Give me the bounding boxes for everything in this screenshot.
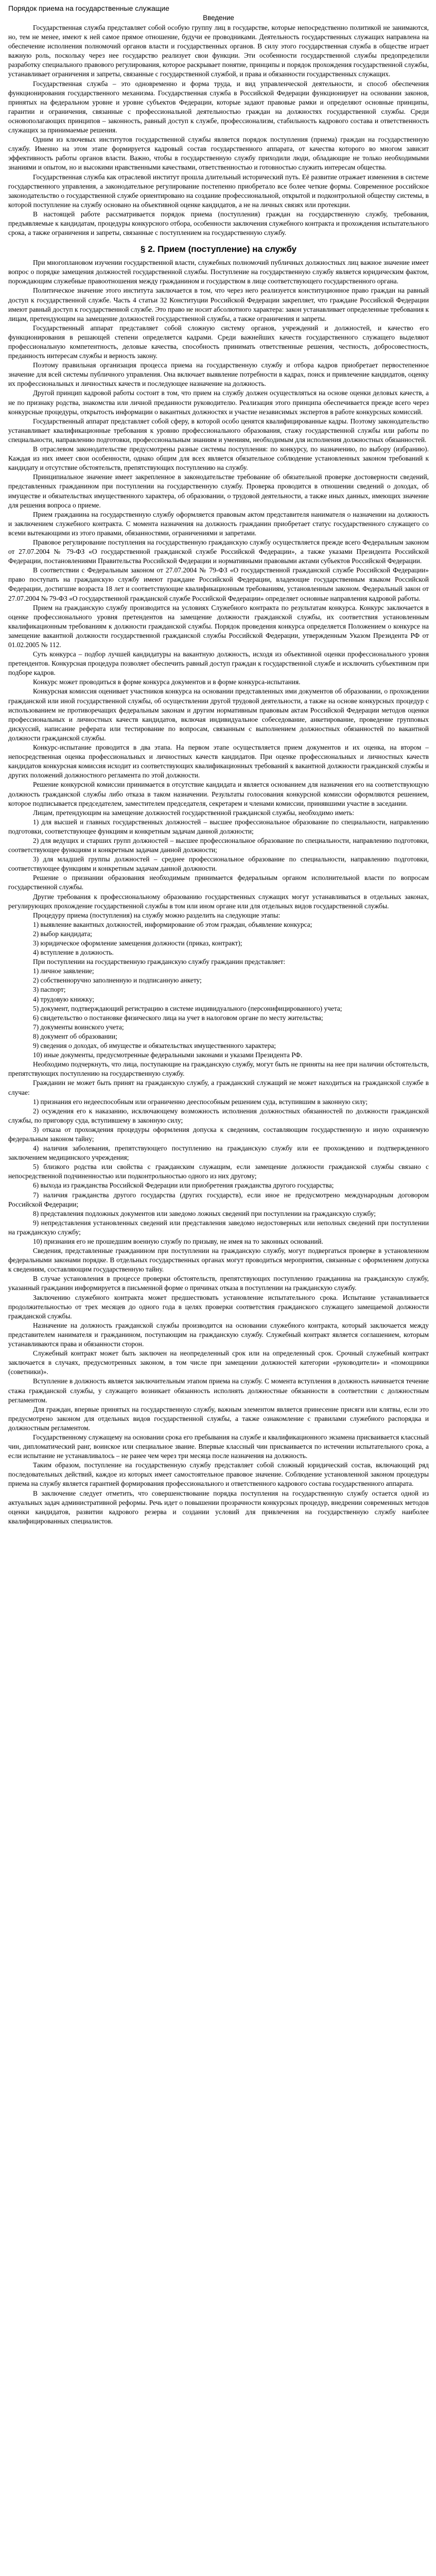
intro-heading: Введение [203,14,234,22]
paragraph: Государственный аппарат представляет собой сферу, в которой особо ценятся квалифицированные кадры. Поэтому законодательство устанавливает квалификационные требования к уровню профессионального образования, стажу государственной службы или работы по специальности, направлению подготовки, профессиональным знаниям и умениям, необходимым для исполнения должностных обязанностей. [8,417,429,444]
section-heading: § 2. Прием (поступление) на службу [140,244,297,255]
paragraph: Другие требования к профессиональному образованию государственных служащих могут устанавливаться в отдельных законах, регулирующих прохождение государственной службы в том или ином органе или для отдельных видов государственной службы. [8,892,429,910]
paragraph: 3) паспорт; [33,986,66,994]
paragraph: Государственный аппарат представляет собой сложную систему органов, учреждений и должностей, и качество его функционирования в решающей степени определяется кадрами. Среди важнейших качеств государственного служащего выделяют профессиональную компетентность, деловые качества, способность принимать ответственные решения, честность, добросовестность, преданность интересам службы и верность закону. [8,324,429,360]
paragraph: При поступлении на государственную гражданскую службу гражданин представляет: [33,958,286,966]
paragraph: Лицам, претендующим на замещение должностей государственной гражданской службы, необходимо иметь: [33,808,354,817]
paragraph: Для граждан, впервые принятых на государственную службу, важным элементом является принесение присяги или клятвы, если это предусмотрено законом для отдельных видов государственной службы, а также ознакомление с правилами служебного распорядка и должностным регламентом. [8,1405,429,1432]
paragraph: 10) признания его не прошедшим военную службу по призыву, не имея на то законных оснований. [33,1238,323,1245]
paragraph: Гражданин не может быть принят на гражданскую службу, а гражданский служащий не может находиться на гражданской службе в случае: [8,1079,429,1096]
paragraph: 1) признания его недееспособным или ограниченно дееспособным решением суда, вступившим в законную силу; [33,1097,368,1106]
paragraph: В заключение следует отметить, что совершенствование порядка поступления на государственную службу остается одной из актуальных задач административной реформы. Речь идет о повышении прозрачности конкурсных процедур, внедрении современных методов оценки кандидатов, развитии кадрового резерва и создании условий для привлечения на государственную службу наиболее квалифицированных специалистов. [8,1489,429,1525]
paragraph: Решение конкурсной комиссии принимается в отсутствие кандидата и является основанием для назначения его на соответствующую должность гражданской службы либо отказа в таком назначении. Результаты голосования конкурсной комиссии оформляются решением, которое подписывается председателем, заместителем председателя, секретарем и членами комиссии, принявшими участие в заседании. [8,781,429,807]
paragraph: 10) иные документы, предусмотренные федеральными законами и указами Президента РФ. [33,1051,303,1059]
paragraph: Принципиальное значение имеет закрепленное в законодательстве требование об обязательной проверке достоверности сведений, представленных гражданином при поступлении на государственную службу. Проверка проводится в отношении сведений о доходах, об имуществе и обязательствах имущественного характера, об образовании, о трудовой деятельности, а также иных данных, имеющих значение для решения вопроса о приеме. [8,473,429,509]
paragraph: Конкурсная комиссия оценивает участников конкурса на основании представленных ими документов об образовании, о прохождении гражданской или иной государственной службы, об осуществлении другой трудовой деятельности, а также на основе конкурсных процедур с использованием не противоречащих федеральным законам и другим нормативным правовым актам Российской Федерации методов оценки профессиональных и личностных качеств кандидатов, включая индивидуальное собеседование, анкетирование, проведение групповых дискуссий, написание реферата или тестирование по вопросам, связанным с выполнением должностных обязанностей по вакантной должности гражданской службы. [8,687,429,742]
paragraph: Правовое регулирование поступления на государственную гражданскую службу осуществляется прежде всего Федеральным законом от 27.07.2004 № 79-ФЗ «О государственной гражданской службе Российской Федерации», а также указами Президента Российской Федерации, постановлениями Правительства Российской Федерации и нормативными правовыми актами субъектов Российской Федерации. [8,538,429,565]
paragraph: 2) собственноручно заполненную и подписанную анкету; [33,976,202,985]
paragraph: Одним из ключевых институтов государственной службы является порядок поступления (приема) граждан на государственную службу. Именно на этом этапе формируется кадровый состав государственного аппарата, от качества которого во многом зависит эффективность работы органов власти. Важно, чтобы в государственную службу приходили люди, обладающие не только необходимыми знаниями и опытом, но и высокими нравственными качествами, ответственностью и готовностью служить интересам общества. [8,135,429,172]
paragraph: Назначение на должность гражданской службы производится на основании служебного контракта, который заключается между представителем нанимателя и гражданином, поступающим на гражданскую службу. Служебный контракт является соглашением, которым устанавливаются права и обязанности сторон. [8,1321,429,1348]
paragraph: 3) юридическое оформление замещения должности (приказ, контракт); [33,939,242,947]
paragraph: При многоплановом изучении государственной власти, служебных полномочий публичных должностных лиц важное значение имеет вопрос о порядке замещения должностей государственной службы. Поступление на государственную службу является юридическим фактом, порождающим служебные правоотношения между гражданином и государством в лице соответствующего государственного органа. [8,259,429,285]
paragraph: Вступление в должность является заключительным этапом приема на службу. С момента вступления в должность начинается течение стажа гражданской службы, у служащего возникает обязанность исполнять должностные обязанности в соответствии с должностным регламентом. [8,1377,429,1404]
paragraph: 8) представления подложных документов или заведомо ложных сведений при поступлении на гражданскую службу; [33,1209,376,1217]
paragraph: Государственная служба – это одновременно и форма труда, и вид управленческой деятельности, и способ обеспечения функционирования государственного механизма. Государственная служба в Российской Федерации функционирует на основании законов, принятых на федеральном уровне и уровне субъектов Федерации, которые задают правовые рамки и определяют основные принципы, гарантии и ограничения, связанные с профессиональной деятельностью граждан на должностях государственной службы. Среди основополагающих принципов – законность, равный доступ к службе, профессионализм, стабильность кадрового состава и ответственность служащих за принимаемые решения. [8,79,429,134]
paragraph: 7) документы воинского учета; [33,1023,124,1031]
paragraph: 5) документ, подтверждающий регистрацию в системе индивидуального (персонифицированного) учета; [33,1004,342,1012]
paragraph: 9) непредставления установленных сведений или представления заведомо недостоверных или неполных сведений при поступлении на гражданскую службу; [8,1218,429,1236]
paragraph: Конкурс может проводиться в форме конкурса документов и в форме конкурса-испытания. [33,678,301,686]
paragraph: Прием на гражданскую службу производится на условиях Служебного контракта по результатам конкурса. Конкурс заключается в оценке профессионального уровня претендентов на замещение должности гражданской службы, их соответствия установленным квалификационным требованиям к должности гражданской службы. Порядок проведения конкурса определяется Положением о конкурсе на замещение вакантной должности государственной гражданской службы Российской Федерации, утвержденным Указом Президента РФ от 01.02.2005 № 112. [8,603,429,649]
paragraph: В отраслевом законодательстве предусмотрены разные системы поступления: по конкурсу, по назначению, по выбору (избранию). Каждая из них имеет свои особенности, однако общим для всех является обязательное соблюдение установленных законом требований к кандидату и отсутствие обстоятельств, препятствующих поступлению на службу. [8,445,429,472]
paragraph: Служебный контракт может быть заключен на неопределенный срок или на определенный срок. Срочный служебный контракт заключается в случаях, предусмотренных законом, в том числе при замещении должностей категории «руководители» и «помощники (советники)». [8,1349,429,1376]
paragraph: 6) свидетельство о постановке физического лица на учет в налоговом органе по месту жительства; [33,1013,323,1022]
paragraph: 1) для высшей и главных государственных должностей – высшее профессиональное образование по специальности, направлению подготовки, соответствующее функциям и конкретным задачам данной должности; [8,818,429,835]
paragraph: Процедуру приема (поступления) на службу можно разделить на следующие этапы: [33,911,281,919]
section-body [8,258,429,1526]
paragraph: 7) наличия гражданства другого государства (других государств), если иное не предусмотрено международным договором Российской Федерации; [8,1191,429,1208]
paragraph: 2) осуждения его к наказанию, исключающему возможность исполнения должностных обязанностей по должности гражданской службы, по приговору суда, вступившему в законную силу; [8,1107,429,1124]
paragraph: Другой принцип кадровой работы состоит в том, что прием на службу должен осуществляться на основе оценки деловых качеств, а не по признаку родства, знакомства или личной преданности руководителю. Реализация этого принципа обеспечивается прежде всего через конкурсные процедуры, открытость информации о вакантных должностях и участие независимых экспертов в работе конкурсных комиссий. [8,389,429,416]
paragraph: Прием гражданина на государственную службу оформляется правовым актом представителя нанимателя о назначении на должность и заключением служебного контракта. С момента назначения на должность гражданин приобретает статус государственного служащего со всеми вытекающими из этого правами, обязанностями, ограничениями и запретами. [8,510,429,537]
paragraph: Государственная служба представляет собой особую группу лиц в государстве, которые непосредственно политикой не занимаются, но, тем не менее, имеют к ней самое прямое отношение, будучи ее проводниками. Деятельность государственных служащих направлена на обеспечение исполнения полномочий органов власти и государственных органов. В силу этого государственная служба в обществе играет важную роль, поскольку через нее государство реализует свои функции. Эти особенности государственной службы предопределили разработку специального правового регулирования, которое раскрывает понятие, принципы и порядок прохождения государственной службы, устанавливает ограничения и запреты, связанные с государственной службой, и права и обязанности государственных служащих. [8,24,429,78]
paragraph: 1) выявление вакантных должностей, информирование об этом граждан, объявление конкурса; [33,920,312,928]
paragraph: 3) для младшей группы должностей – среднее профессиональное образование по специальности, направлению подготовки, соответствующее функциям и конкретным задачам данной должности. [8,855,429,873]
paragraph: Необходимо подчеркнуть, что лица, поступающие на гражданскую службу, могут быть не приняты на нее при наличии обстоятельств, препятствующих поступлению на государственную службу. [8,1060,429,1078]
paragraph: Политическое значение этого института заключается в том, что через него реализуется конституционное право граждан на равный доступ к государственной службе. Часть 4 статьи 32 Конституции Российской Федерации закрепляет, что граждане Российской Федерации имеют равный доступ к государственной службе. Это право не носит абсолютного характера: закон устанавливает определенные требования к лицам, претендующим на замещение должностей государственной службы, а также ограничения и запреты. [8,286,429,323]
paragraph: В случае установления в процессе проверки обстоятельств, препятствующих поступлению гражданина на гражданскую службу, указанный гражданин информируется в письменной форме о причинах отказа в поступлении на гражданскую службу. [8,1275,429,1292]
paragraph: Заключению служебного контракта может предшествовать установление испытательного срока. Испытание устанавливается продолжительностью от трех месяцев до одного года в целях проверки соответствия гражданского служащего замещаемой должности гражданской службы. [8,1293,429,1320]
paragraph: 9) сведения о доходах, об имуществе и обязательствах имущественного характера; [33,1042,276,1050]
paragraph: В соответствии с Федеральным законом от 27.07.2004 № 79-ФЗ «О государственной гражданской службе Российской Федерации» право поступать на гражданскую службу имеют граждане Российской Федерации, владеющие государственным языком Российской Федерации, достигшие возраста 18 лет и соответствующие квалификационным требованиям, установленным законом. Федеральный закон от 27.07.2004 № 79-ФЗ «О государственной гражданской службе Российской Федерации» определяет основные направления кадровой работы. [8,566,429,602]
paragraph: Сведения, представленные гражданином при поступлении на гражданскую службу, могут подвергаться проверке в установленном федеральными законами порядке. В отдельных государственных органах могут проводиться мероприятия, связанные с оформлением допуска к сведениям, составляющим государственную тайну. [8,1247,429,1274]
document-title: Порядок приема на государственные служащие [8,4,169,12]
paragraph: Конкурс-испытание проводится в два этапа. На первом этапе осуществляется прием документов и их оценка, на втором – непосредственная оценка профессиональных и личностных качеств кандидатов. При оценке профессиональных и личностных качеств кандидатов конкурсная комиссия исходит из соответствующих квалификационных требований к вакантной должности гражданской службы и других положений должностного регламента по этой должности. [8,743,429,779]
paragraph: 2) выбор кандидата; [33,929,92,938]
paragraph: Таким образом, поступление на государственную службу представляет собой сложный юридический состав, включающий ряд последовательных действий, каждое из которых имеет самостоятельное правовое значение. Соблюдение установленной законом процедуры приема на службу является гарантией формирования профессионального и ответственного кадрового состава государственного аппарата. [8,1461,429,1488]
paragraph: 4) трудовую книжку; [33,995,94,1003]
paragraph: Суть конкурса – подбор лучшей кандидатуры на вакантную должность, исходя из объективной оценки профессионального уровня претендентов. Конкурсная процедура позволяет обеспечить равный доступ граждан к государственной службе и исключить субъективизм при подборе кадров. [8,650,429,677]
paragraph: В настоящей работе рассматривается порядок приема (поступления) граждан на государственную службу, требования, предъявляемые к кандидатам, процедуры конкурсного отбора, особенности заключения служебного контракта и прохождения испытательного срока, а также ограничения и запреты, связанные с поступлением на государственную службу. [8,210,429,237]
paragraph: Решение о признании образования необходимым принимается федеральным органом исполнительной власти по вопросам государственной службы. [8,874,429,891]
paragraph: 4) наличия заболевания, препятствующего поступлению на гражданскую службу или ее прохождению и подтвержденного заключением медицинского учреждения; [8,1144,429,1162]
intro-body [8,23,429,238]
paragraph: 8) документ об образовании; [33,1032,117,1040]
paragraph: 2) для ведущих и старших групп должностей – высшее профессиональное образование по специальности, направлению подготовки, соответствующее функциям и конкретным задачам данной должности; [8,836,429,854]
paragraph: 5) близкого родства или свойства с гражданским служащим, если замещение должности гражданской службы связано с непосредственной подчиненностью или подконтрольностью одного из них другому; [8,1163,429,1180]
paragraph: Государственному служащему на основании срока его пребывания на службе и квалификационного экзамена присваивается классный чин, дипломатический ранг, воинское или специальное звание. Впервые классный чин присваивается по истечении испытательного срока, а если испытание не устанавливалось – не ранее чем через три месяца после назначения на должность. [8,1433,429,1460]
paragraph: 4) вступление в должность. [33,948,114,957]
paragraph: 1) личное заявление; [33,967,94,975]
paragraph: Поэтому правильная организация процесса приема на государственную службу и отбора кадров приобретает первостепенное значение для всей системы публичного управления. Она включает выявление потребности в кадрах, поиск и привлечение кандидатов, оценку их профессиональных и личностных качеств и последующее назначение на должность. [8,361,429,388]
paragraph: Государственная служба как отраслевой институт прошла длительный исторический путь. Её развитие отражает изменения в системе государственного управления, а законодательное регулирование постепенно приобретало все более четкие формы. Современное российское законодательство о государственной службе ориентировано на создание профессиональной, открытой и подконтрольной обществу системы, в которой поступление на службу основано на объективной оценке кандидатов, а не на личных связях или протекции. [8,173,429,209]
paragraph: 3) отказа от прохождения процедуры оформления допуска к сведениям, составляющим государственную и иную охраняемую федеральным законом тайну; [8,1125,429,1143]
paragraph: 6) выхода из гражданства Российской Федерации или приобретения гражданства другого государства; [33,1181,334,1190]
